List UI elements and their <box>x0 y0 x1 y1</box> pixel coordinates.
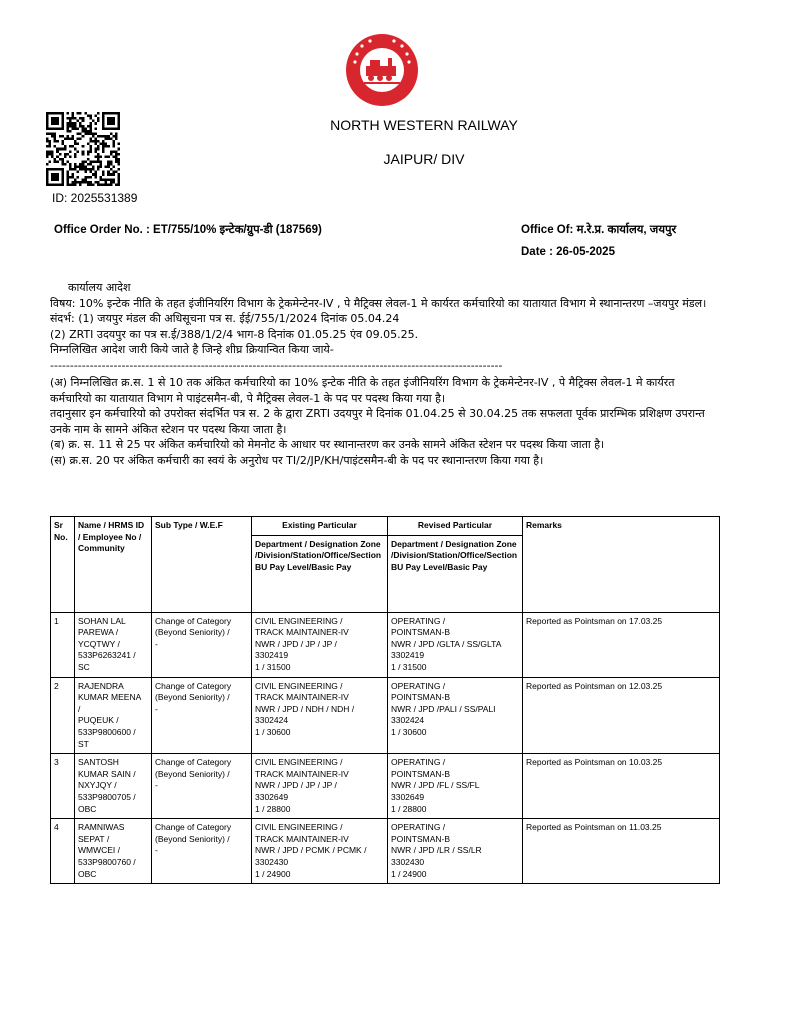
table-row <box>51 677 720 754</box>
cell-existing-line: 3302649 <box>255 791 289 802</box>
cell-existing-line: 3302419 <box>255 650 289 661</box>
cell-existing-line: 1 / 24900 <box>255 868 291 879</box>
cell-remarks: Reported as Pointsman on 17.03.25 <box>523 612 720 677</box>
cell-subtype-line: - <box>155 703 158 714</box>
subject-line: विषय: 10% इन्टेक नीति के तहत इंजीनियरिंग विभाग के ट्रेकमेन्टेनर-IV , पे मैट्रिक्स लेवल-1 मे कार्यरत कर्मचारियो का यातायात विभाग मे स्थानान्तरण –जयपुर मंडल। <box>50 296 707 310</box>
cell-existing-line: TRACK MAINTAINER-IV <box>255 768 349 779</box>
cell-sr: 4 <box>51 819 75 884</box>
cell-name-line: YCQTWY / <box>78 638 120 649</box>
cell-name-line: 533P6263241 / <box>78 650 136 661</box>
cell-revised-line: 3302430 <box>391 856 425 867</box>
cell-subtype-line: Change of Category <box>155 680 232 691</box>
cell-name-line: KUMAR MEENA <box>78 692 142 703</box>
cell-revised <box>388 612 523 677</box>
cell-sr: 3 <box>51 754 75 819</box>
cell-existing-line: 1 / 28800 <box>255 803 291 814</box>
cell-revised-line: NWR / JPD /LR / SS/LR <box>391 845 482 856</box>
cell-existing-line: 1 / 30600 <box>255 726 291 737</box>
railway-name: NORTH WESTERN RAILWAY <box>330 117 518 133</box>
header-existing: Existing Particular <box>252 517 388 536</box>
cell-name-line: 533P9800600 / <box>78 726 136 737</box>
cell-existing-line: 3302430 <box>255 856 289 867</box>
cell-subtype <box>152 819 252 884</box>
cell-name-line: SANTOSH <box>78 757 119 768</box>
cell-revised-line: POINTSMAN-B <box>391 692 451 703</box>
cell-existing <box>252 677 388 754</box>
division-name: JAIPUR/ DIV <box>383 151 465 167</box>
reference-1: संदर्भ: (1) जयपुर मंडल की अधिसूचना पत्र स. ईई/755/1/2024 दिनांक 05.04.24 <box>50 312 400 325</box>
table-body <box>51 612 720 884</box>
cell-subtype <box>152 754 252 819</box>
cell-revised-line: POINTSMAN-B <box>391 833 451 844</box>
cell-name-line: SOHAN LAL <box>78 615 126 626</box>
cell-subtype-line: - <box>155 845 158 856</box>
table-header-row <box>51 517 720 536</box>
cell-revised-line: POINTSMAN-B <box>391 768 451 779</box>
cell-subtype-line: (Beyond Seniority) / <box>155 768 230 779</box>
reference-2: (2) ZRTI उदयपुर का पत्र स.ई/388/1/2/4 भाग-8 दिनांक 01.05.25 एंव 09.05.25. <box>50 327 419 341</box>
header-existing-sub: Department / Designation Zone /Division/Station/Office/Section BU Pay Level/Basic Pay <box>252 535 388 612</box>
header-remarks: Remarks <box>523 517 720 613</box>
cell-name-line: ST <box>78 738 89 749</box>
cell-existing-line: 3302424 <box>255 715 289 726</box>
cell-existing <box>252 612 388 677</box>
cell-name-line: RAJENDRA <box>78 680 124 691</box>
cell-name-line: OBC <box>78 868 97 879</box>
cell-subtype-line: - <box>155 780 158 791</box>
order-heading: कार्यालय आदेश <box>68 281 131 294</box>
paragraph-a: (अ) निम्नलिखित क्र.स. 1 से 10 तक अंकित कर्मचारियो का 10% इन्टेक नीति के तहत इंजीनियरिंग विभाग के ट्रेकमेन्टेनर-IV , पे मैट्रिक्स लेवल-1 मे कार्यरत कर्मचारियो का यातायात विभाग मे पाइंटसमैन-बी, पे मैट्रिक्स लेवल-1 के पद पर पदस्थ किया गया है। <box>50 376 675 405</box>
cell-subtype-line: (Beyond Seniority) / <box>155 692 230 703</box>
cell-existing-line: NWR / JPD / JP / JP / <box>255 638 337 649</box>
table-row <box>51 612 720 677</box>
cell-name-line: SEPAT / <box>78 833 110 844</box>
cell-name <box>75 754 152 819</box>
cell-existing <box>252 819 388 884</box>
cell-revised-line: OPERATING / <box>391 757 446 768</box>
table-row <box>51 819 720 884</box>
cell-sr: 2 <box>51 677 75 754</box>
paragraph-c: (स) क्र.स. 20 पर अंकित कर्मचारी का स्वयं के अनुरोध पर TI/2/JP/KH/पाइंटसमैन-बी के पद पर स्थानान्तरण किया गया है। <box>50 453 544 467</box>
cell-existing-line: TRACK MAINTAINER-IV <box>255 627 349 638</box>
cell-remarks: Reported as Pointsman on 12.03.25 <box>523 677 720 754</box>
cell-name-line: / <box>78 703 81 714</box>
cell-revised-line: NWR / JPD /GLTA / SS/GLTA <box>391 638 502 649</box>
cell-revised-line: POINTSMAN-B <box>391 627 451 638</box>
header-subtype: Sub Type / W.E.F <box>152 517 252 613</box>
cell-revised-line: 1 / 24900 <box>391 868 427 879</box>
cell-remarks: Reported as Pointsman on 10.03.25 <box>523 754 720 819</box>
office-order-number: Office Order No. : ET/755/10% इन्टेक/ग्रुप-डी (187569) <box>54 224 322 236</box>
cell-subtype <box>152 677 252 754</box>
document-id: ID: 2025531389 <box>52 191 138 205</box>
cell-existing <box>252 754 388 819</box>
cell-name-line: RAMNIWAS <box>78 822 125 833</box>
order-date: Date : 26-05-2025 <box>521 246 615 258</box>
cell-name-line: PUQEUK / <box>78 715 119 726</box>
paragraph-a2: तदानुसार इन कर्मचारियो को उपरोक्त संदर्भित पत्र स. 2 के द्वारा ZRTI उदयपुर मे दिनांक 01.04.25 से 30.04.25 तक सफलता पूर्वक प्रारम्भिक प्रशिक्षण उपरान्त उनके नाम के सामने अंकित स्टेशन पर पदस्थ किया जाता है। <box>50 407 705 436</box>
cell-name-line: 533P9800760 / <box>78 856 136 867</box>
cell-existing-line: CIVIL ENGINEERING / <box>255 615 343 626</box>
cell-existing-line: CIVIL ENGINEERING / <box>255 680 343 691</box>
order-line: निम्नलिखित आदेश जारी किये जाते है जिन्हे शीघ्र क्रियान्वित किया जाये- <box>50 343 334 356</box>
cell-revised-line: 3302649 <box>391 791 425 802</box>
cell-subtype-line: Change of Category <box>155 615 232 626</box>
cell-existing-line: CIVIL ENGINEERING / <box>255 822 343 833</box>
header-name: Name / HRMS ID / Employee No / Community <box>75 517 152 613</box>
cell-existing-line: TRACK MAINTAINER-IV <box>255 692 349 703</box>
order-body <box>50 280 718 468</box>
cell-name-line: SC <box>78 661 90 672</box>
cell-existing-line: TRACK MAINTAINER-IV <box>255 833 349 844</box>
cell-existing-line: NWR / JPD / JP / JP / <box>255 780 337 791</box>
cell-name-line: KUMAR SAIN / <box>78 768 136 779</box>
cell-name <box>75 612 152 677</box>
cell-name <box>75 819 152 884</box>
header-sr: Sr No. <box>51 517 75 613</box>
cell-name-line: OBC <box>78 803 97 814</box>
header-revised-sub: Department / Designation Zone /Division/Station/Office/Section BU Pay Level/Basic Pay <box>388 535 523 612</box>
cell-subtype-line: (Beyond Seniority) / <box>155 833 230 844</box>
header-revised: Revised Particular <box>388 517 523 536</box>
cell-subtype <box>152 612 252 677</box>
paragraph-b: (ब) क्र. स. 11 से 25 पर अंकित कर्मचारियो को मेमनोट के आधार पर स्थानान्तरण कर उनके सामने अंकित स्टेशन पर पदस्थ किया जाता है। <box>50 438 605 451</box>
cell-revised-line: OPERATING / <box>391 615 446 626</box>
cell-revised <box>388 677 523 754</box>
cell-subtype-line: Change of Category <box>155 822 232 833</box>
indian-railways-logo <box>344 32 420 108</box>
cell-revised-line: OPERATING / <box>391 822 446 833</box>
cell-name-line: WMWCEI / <box>78 845 121 856</box>
cell-existing-line: 1 / 31500 <box>255 661 291 672</box>
cell-name-line: NXYJQY / <box>78 780 117 791</box>
cell-name <box>75 677 152 754</box>
cell-existing-line: NWR / JPD / NDH / NDH / <box>255 703 355 714</box>
cell-revised-line: 3302424 <box>391 715 425 726</box>
cell-revised-line: OPERATING / <box>391 680 446 691</box>
cell-sr: 1 <box>51 612 75 677</box>
cell-remarks: Reported as Pointsman on 11.03.25 <box>523 819 720 884</box>
cell-revised-line: 1 / 28800 <box>391 803 427 814</box>
cell-revised-line: NWR / JPD /PALI / SS/PALI <box>391 703 496 714</box>
office-of: Office Of: म.रे.प्र. कार्यालय, जयपुर <box>521 224 677 236</box>
employee-transfer-table <box>50 516 720 884</box>
cell-revised <box>388 819 523 884</box>
cell-subtype-line: Change of Category <box>155 757 232 768</box>
cell-subtype-line: - <box>155 638 158 649</box>
separator-line: ------------------------------------------------------------------------------------------------------------------ <box>50 358 503 372</box>
table-row <box>51 754 720 819</box>
cell-name-line: 533P9800705 / <box>78 791 136 802</box>
cell-name-line: PAREWA / <box>78 627 119 638</box>
cell-revised-line: 1 / 31500 <box>391 661 427 672</box>
cell-existing-line: NWR / JPD / PCMK / PCMK / <box>255 845 367 856</box>
cell-existing-line: CIVIL ENGINEERING / <box>255 757 343 768</box>
cell-revised-line: 1 / 30600 <box>391 726 427 737</box>
cell-revised <box>388 754 523 819</box>
cell-revised-line: 3302419 <box>391 650 425 661</box>
cell-subtype-line: (Beyond Seniority) / <box>155 627 230 638</box>
cell-revised-line: NWR / JPD /FL / SS/FL <box>391 780 480 791</box>
